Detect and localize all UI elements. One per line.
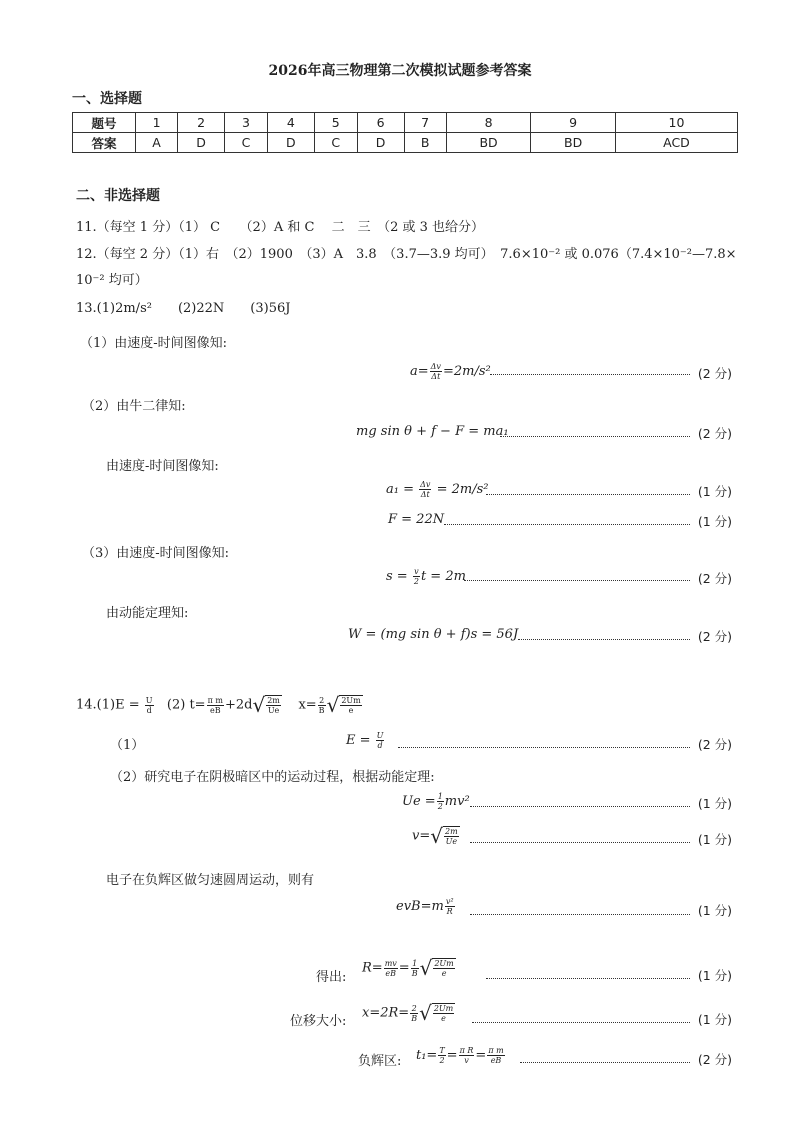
table-cell: ACD: [615, 133, 737, 153]
eq-field: E = $\frac{U}{d}$: [346, 731, 384, 750]
fraction: $\frac{2}{B}$: [318, 695, 325, 715]
score-label: (1 分): [697, 514, 732, 529]
q14-displacement-label: 位移大小:: [290, 1014, 347, 1029]
table-cell: BD: [531, 133, 616, 153]
eq-acceleration: a= $\frac{\Delta v}{\Delta t}$ =2m/s²: [410, 362, 491, 381]
dotted-leader: [470, 842, 690, 843]
table-cell: BD: [446, 133, 531, 153]
score-label: (2 分): [697, 426, 732, 441]
dotted-leader: [520, 1062, 690, 1063]
table-cell: 8: [446, 113, 531, 133]
fraction: $\frac{\text{π m}}{eB}$: [207, 695, 223, 715]
table-cell: D: [178, 133, 225, 153]
q13-step3b: 由动能定理知:: [106, 606, 189, 621]
table-cell: B: [404, 133, 446, 153]
sqrt-sign: √: [419, 956, 433, 980]
dotted-leader: [470, 914, 690, 915]
score-label: (1 分): [697, 968, 732, 983]
table-cell: C: [314, 133, 357, 153]
q11-answer: 11.（每空 1 分）（1） C （2）A 和 C 二 三 （2 或 3 也给分）: [76, 220, 485, 235]
q14-negative-glow-label: 负辉区:: [358, 1054, 402, 1069]
eq-displacement-x: x=2R= $\frac{2}{B}$ √ $\frac{2Um}{e}$: [362, 1001, 454, 1025]
table-header-label: 答案: [73, 133, 136, 153]
eq-work: W = (mg sin θ + f)s = 56J: [348, 627, 519, 642]
fraction: $\frac{v}{2}$: [413, 567, 419, 586]
dotted-leader: [398, 747, 690, 748]
eq-a1: a₁ = $\frac{\Delta v}{\Delta t}$ = 2m/s²: [386, 480, 489, 499]
eq-displacement: s = $\frac{v}{2}$ t = 2m: [386, 567, 466, 586]
sqrt-sign: √: [430, 824, 443, 848]
fraction: $\frac{2}{B}$: [411, 1003, 418, 1023]
dotted-leader: [470, 806, 690, 807]
table-cell: 3: [225, 113, 268, 133]
table-cell: 9: [531, 113, 616, 133]
dotted-leader: [500, 436, 690, 437]
table-header-label: 题号: [73, 113, 136, 133]
score-label: (1 分): [697, 1012, 732, 1027]
eq-energy: Ue = $\frac{1}{2}$ mv²: [402, 792, 470, 811]
table-cell: 6: [357, 113, 404, 133]
dotted-leader: [472, 1022, 690, 1023]
table-row-numbers: [73, 113, 738, 133]
eq-newton: mg sin θ + f − F = ma₁: [356, 424, 509, 439]
q14-step2: （2）研究电子在阴极暗区中的运动过程，根据动能定理:: [110, 770, 435, 785]
score-label: (1 分): [697, 903, 732, 918]
score-label: (2 分): [697, 737, 732, 752]
table-cell: 4: [267, 113, 314, 133]
dotted-leader: [444, 524, 690, 525]
fraction: $\frac{1}{2}$: [437, 792, 443, 811]
fraction: $\frac{1}{B}$: [411, 958, 418, 978]
score-label: (2 分): [697, 629, 732, 644]
q13-step1: （1）由速度-时间图像知:: [80, 336, 228, 351]
q14-step1: （1）: [110, 738, 145, 753]
score-label: (2 分): [697, 1052, 732, 1067]
fraction: $\frac{\text{π m}}{eB}$: [488, 1046, 504, 1065]
score-label: (1 分): [697, 832, 732, 847]
eq-velocity: v=√ $\frac{2m}{Ue}$: [412, 824, 458, 848]
score-label: (2 分): [697, 571, 732, 586]
table-cell: 2: [178, 113, 225, 133]
eq-time: t₁= $\frac{T}{2}$ = $\frac{\text{π R}}{v}$ = $\frac{\text{π m}}{eB}$: [416, 1046, 504, 1065]
fraction: $\frac{\Delta v}{\Delta t}$: [420, 480, 431, 499]
fraction: $\frac{\Delta v}{\Delta t}$: [430, 362, 441, 381]
fraction: $\frac{U}{d}$: [376, 731, 384, 750]
table-cell: 5: [314, 113, 357, 133]
table-row-answers: [73, 133, 738, 153]
q14-result-label: 得出:: [316, 970, 347, 985]
fraction: $\frac{\text{π R}}{v}$: [459, 1046, 474, 1065]
table-cell: D: [357, 133, 404, 153]
dotted-leader: [518, 639, 690, 640]
q13-summary: 13.(1)2m/s² (2)22N (3)56J: [76, 301, 291, 316]
fraction: $\frac{\text{v²}}{R}$: [445, 897, 454, 916]
q14-summary: 14.(1)E = $\frac{U}{d}$ (2) t= $\frac{\text{π m}}{eB}$ +2d√ $\frac{2m}{Ue}$ x= $\frac{2}{B}$ √ $\frac{2Um}{e}$: [76, 693, 361, 717]
table-cell: A: [136, 133, 178, 153]
dotted-leader: [486, 978, 690, 979]
table-cell: 1: [136, 113, 178, 133]
score-label: (1 分): [697, 484, 732, 499]
q13-step2b: 由速度-时间图像知:: [106, 459, 219, 474]
section-nonchoice-heading: 二、非选择题: [76, 188, 160, 204]
page-title: 2026年高三物理第二次模拟试题参考答案: [268, 63, 532, 79]
sqrt-sign: √: [326, 693, 340, 717]
score-label: (2 分): [697, 366, 732, 381]
sqrt-sign: √: [419, 1001, 432, 1025]
q13-step3: （3）由速度-时间图像知:: [82, 546, 230, 561]
table-cell: C: [225, 133, 268, 153]
q12-answer-line2: 10⁻² 均可）: [76, 273, 148, 288]
answer-table: [72, 112, 738, 153]
score-label: (1 分): [697, 796, 732, 811]
fraction: $\frac{T}{2}$: [439, 1046, 445, 1065]
fraction: $\frac{U}{d}$: [145, 695, 153, 715]
eq-force: F = 22N: [388, 512, 445, 527]
dotted-leader: [486, 494, 690, 495]
dotted-leader: [490, 374, 690, 375]
sqrt-sign: √: [252, 693, 266, 717]
q13-step2: （2）由牛二律知:: [82, 399, 186, 414]
eq-radius: R= $\frac{mv}{eB}$ = $\frac{1}{B}$ √ $\frac{2Um}{e}$: [362, 956, 454, 980]
eq-lorentz: evB=m $\frac{\text{v²}}{R}$: [396, 897, 454, 916]
table-cell: 10: [615, 113, 737, 133]
dotted-leader: [464, 580, 690, 581]
table-cell: D: [267, 133, 314, 153]
q14-step3: 电子在负辉区做匀速圆周运动，则有: [106, 873, 315, 888]
fraction: $\frac{mv}{eB}$: [384, 958, 397, 978]
section-choice-heading: 一、选择题: [72, 91, 142, 107]
table-cell: 7: [404, 113, 446, 133]
q12-answer-line1: 12.（每空 2 分）（1）右 （2）1900 （3）A 3.8 （3.7—3.9 均可） 7.6×10⁻² 或 0.076（7.4×10⁻²—7.8×: [76, 247, 737, 262]
